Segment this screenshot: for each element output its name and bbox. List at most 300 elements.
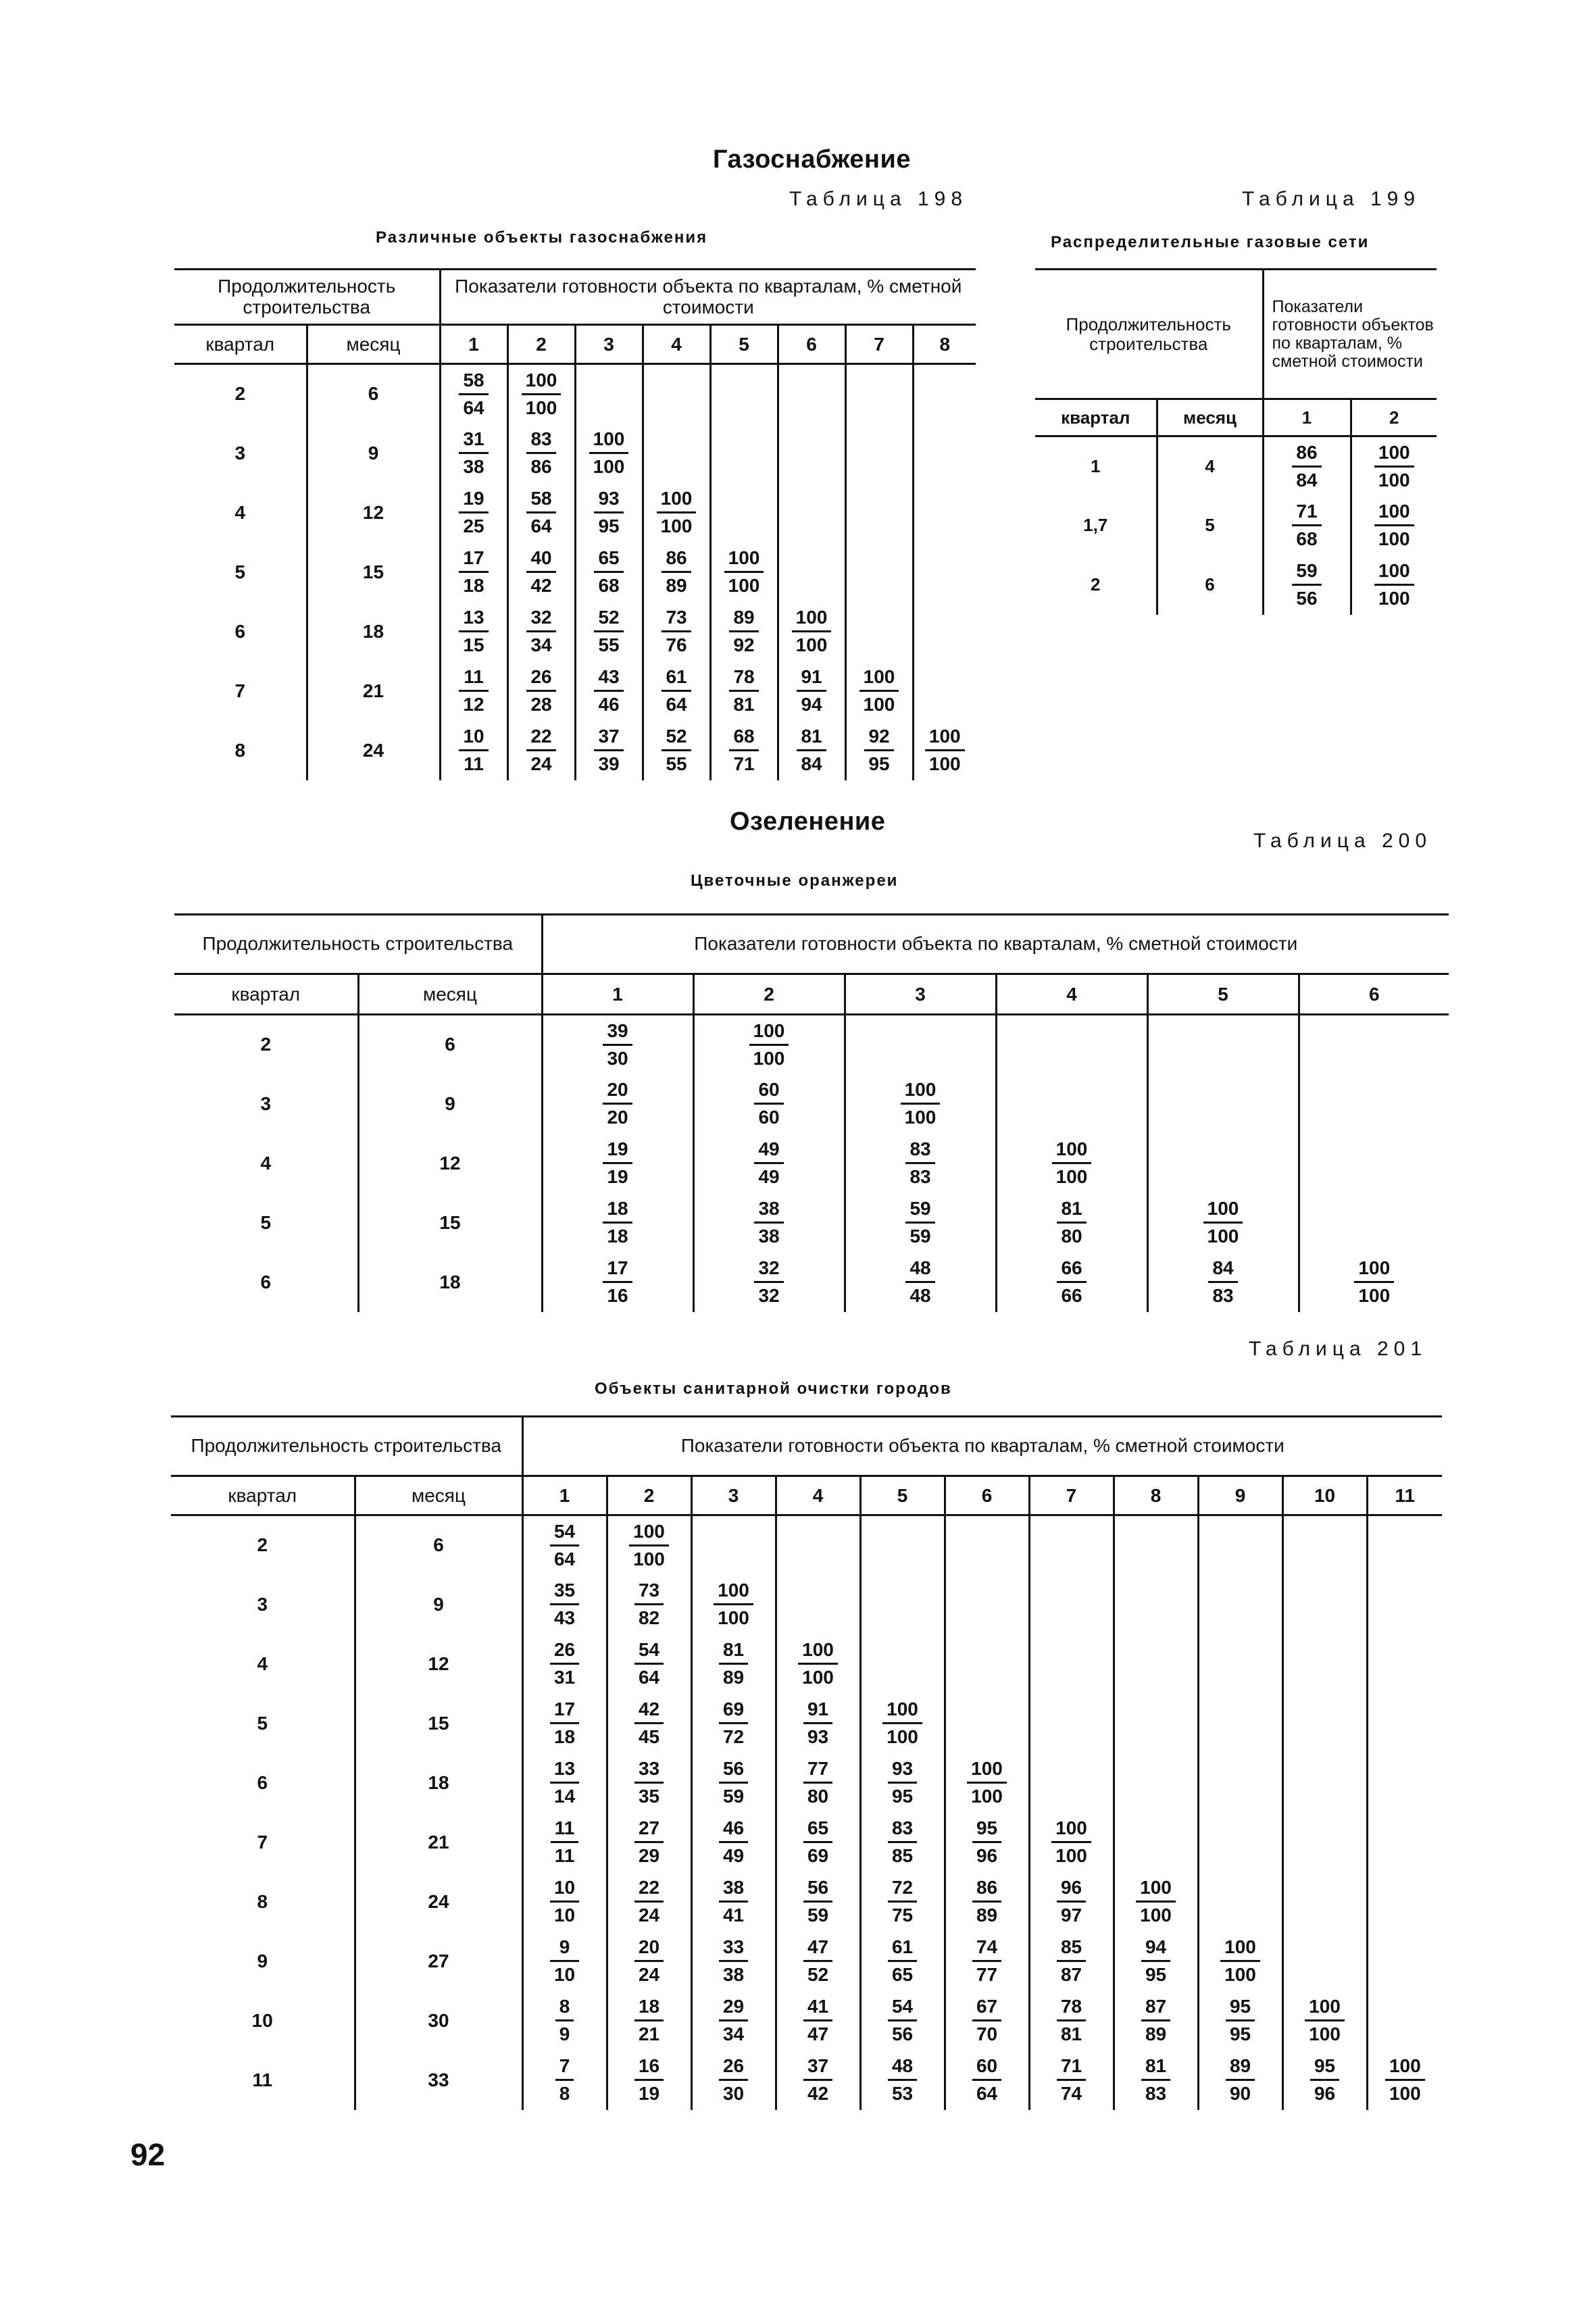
denominator: 80 (803, 1782, 832, 1808)
value-cell (845, 364, 913, 424)
denominator: 72 (719, 1722, 748, 1749)
value-cell (945, 1991, 1029, 2051)
table-row (1035, 436, 1437, 496)
numerator: 86 (666, 547, 687, 568)
quarter-cell: 4 (234, 501, 246, 523)
value-cell (1114, 1575, 1198, 1634)
fraction-value (526, 665, 555, 716)
value-cell (507, 483, 575, 543)
denominator: 34 (526, 630, 555, 657)
fraction-value (603, 1257, 632, 1307)
fraction-value (803, 1757, 832, 1808)
fraction-value (864, 725, 893, 776)
numerator: 29 (722, 1996, 745, 2017)
denominator: 16 (603, 1281, 632, 1307)
denominator: 95 (1141, 1960, 1170, 1986)
denominator: 64 (459, 393, 488, 420)
numerator: 100 (633, 1520, 665, 1542)
value-cell (913, 483, 976, 543)
fraction-value (1310, 2055, 1339, 2105)
numerator: 78 (1060, 1996, 1082, 2017)
value-cell (860, 1872, 945, 1932)
value-cell (1367, 1872, 1442, 1932)
table-row (171, 1753, 1442, 1813)
month-cell: 21 (307, 661, 440, 721)
denominator: 100 (798, 1663, 838, 1689)
numerator: 86 (1296, 441, 1318, 463)
denominator: 100 (1374, 524, 1414, 551)
denominator: 89 (1141, 2019, 1170, 2046)
value-cell (776, 1515, 860, 1575)
numerator: 100 (1389, 2055, 1421, 2076)
value-cell (607, 1991, 691, 2051)
fraction-value (594, 725, 623, 776)
quarter-cell: 8 (257, 1890, 268, 1912)
month-cell: 27 (355, 1932, 522, 1991)
denominator: 89 (719, 1663, 748, 1689)
numerator: 100 (1378, 501, 1410, 522)
denominator: 38 (459, 452, 488, 478)
denominator: 68 (1292, 524, 1321, 551)
fraction-value (1305, 1995, 1345, 2046)
denominator: 95 (864, 749, 893, 776)
value-cell (860, 1813, 945, 1872)
numerator: 71 (1296, 501, 1318, 522)
value-cell (776, 1575, 860, 1634)
value-cell (996, 1074, 1147, 1134)
denominator: 100 (1136, 1901, 1176, 1927)
value-cell (643, 483, 710, 543)
value-cell (860, 1515, 945, 1575)
numerator: 91 (807, 1699, 829, 1719)
table-199-caption: Распределительные газовые сети (1051, 233, 1370, 251)
denominator: 8 (555, 2079, 574, 2105)
denominator: 24 (634, 1901, 664, 1927)
denominator: 100 (1051, 1841, 1091, 1867)
numerator: 48 (909, 1257, 931, 1278)
quarter-cell: 1,7 (1083, 515, 1108, 535)
col-1: 1 (440, 325, 507, 364)
denominator: 21 (634, 2019, 664, 2046)
fraction-value (555, 1995, 574, 2046)
value-cell (440, 661, 507, 721)
denominator: 100 (1354, 1281, 1394, 1307)
fraction-value (594, 547, 623, 597)
value-cell (1147, 1134, 1299, 1193)
value-cell (860, 1753, 945, 1813)
value-cell (776, 1634, 860, 1694)
denominator: 60 (754, 1103, 783, 1129)
numerator: 43 (598, 666, 620, 687)
denominator: 100 (1052, 1162, 1092, 1188)
value-cell (845, 602, 913, 661)
denominator: 38 (719, 1960, 748, 1986)
value-cell (522, 1991, 607, 2051)
denominator: 80 (1057, 1222, 1086, 1248)
fraction-value (603, 1197, 632, 1248)
value-cell (507, 424, 575, 483)
numerator: 60 (976, 2055, 998, 2076)
value-cell (996, 1193, 1147, 1253)
fraction-value (550, 1579, 579, 1630)
value-cell (522, 1515, 607, 1575)
value-cell (776, 1753, 860, 1813)
denominator: 96 (1310, 2079, 1339, 2105)
table-row (171, 1813, 1442, 1872)
value-cell (1114, 1515, 1198, 1575)
denominator: 90 (1226, 2079, 1255, 2105)
fraction-value (719, 1995, 748, 2046)
fraction-value (526, 487, 555, 538)
denominator: 35 (634, 1782, 664, 1808)
value-cell (778, 602, 845, 661)
fraction-value (1226, 1995, 1255, 2046)
fraction-value (662, 547, 691, 597)
fraction-value (1057, 1995, 1086, 2046)
col-3: 3 (691, 1476, 776, 1515)
numerator: 60 (758, 1079, 780, 1100)
numerator: 100 (525, 369, 557, 391)
denominator: 47 (803, 2019, 832, 2046)
value-cell (776, 2051, 860, 2110)
col-5: 5 (860, 1476, 945, 1515)
header-quarter: квартал (171, 1476, 355, 1515)
table-201-label: Таблица 201 (1249, 1338, 1428, 1360)
table-row (174, 721, 976, 780)
numerator: 59 (909, 1198, 931, 1219)
fraction-value (594, 487, 623, 538)
value-cell (643, 661, 710, 721)
denominator: 100 (792, 630, 832, 657)
col-1: 1 (542, 974, 693, 1015)
fraction-value (803, 1698, 832, 1749)
header-quarter: квартал (174, 974, 358, 1015)
denominator: 87 (1057, 1960, 1086, 1986)
numerator: 54 (638, 1639, 660, 1660)
numerator: 100 (718, 1580, 749, 1601)
numerator: 100 (904, 1079, 937, 1100)
value-cell (710, 602, 778, 661)
header-indicators: Показатели готовности объекта по кварталам, % сметной стоимости (440, 270, 976, 325)
fraction-value (1220, 1936, 1260, 1986)
table-row (174, 1074, 1449, 1134)
denominator: 53 (888, 2079, 917, 2105)
month-cell: 9 (355, 1575, 522, 1634)
denominator: 76 (662, 630, 691, 657)
denominator: 83 (905, 1162, 934, 1188)
denominator: 28 (526, 690, 555, 716)
quarter-cell: 3 (234, 442, 246, 463)
denominator: 31 (550, 1663, 579, 1689)
value-cell (1029, 1634, 1114, 1694)
value-cell (945, 1634, 1029, 1694)
denominator: 18 (603, 1222, 632, 1248)
fraction-value (905, 1257, 934, 1307)
table-row (174, 1253, 1449, 1312)
numerator: 13 (463, 607, 484, 628)
fraction-value (888, 2055, 917, 2105)
col-10: 10 (1282, 1476, 1367, 1515)
denominator: 48 (905, 1281, 934, 1307)
quarter-cell: 4 (257, 1653, 268, 1674)
numerator: 22 (530, 726, 552, 747)
fraction-value (803, 1995, 832, 2046)
value-cell (860, 1932, 945, 1991)
denominator: 39 (594, 749, 623, 776)
month-cell: 6 (307, 364, 440, 424)
denominator: 75 (888, 1901, 917, 1927)
value-cell (1282, 1753, 1367, 1813)
value-cell (1351, 555, 1437, 615)
numerator: 100 (971, 1758, 1003, 1779)
denominator: 95 (1226, 2019, 1255, 2046)
quarter-cell: 3 (260, 1092, 272, 1114)
month-cell: 15 (355, 1694, 522, 1753)
numerator: 47 (807, 1936, 829, 1957)
denominator: 11 (459, 749, 488, 776)
value-cell (845, 1253, 996, 1312)
value-cell (693, 1193, 845, 1253)
fraction-value (754, 1197, 783, 1248)
denominator: 49 (719, 1841, 748, 1867)
value-cell (776, 1813, 860, 1872)
value-cell (691, 1634, 776, 1694)
table-200-caption: Цветочные оранжереи (691, 872, 899, 890)
denominator: 100 (967, 1782, 1007, 1808)
fraction-value (1057, 2055, 1086, 2105)
numerator: 11 (464, 666, 484, 687)
fraction-value (550, 1876, 579, 1927)
denominator: 86 (526, 452, 555, 478)
value-cell (1367, 1813, 1442, 1872)
value-cell (945, 1694, 1029, 1753)
denominator: 34 (719, 2019, 748, 2046)
value-cell (607, 1932, 691, 1991)
fraction-value (603, 1078, 632, 1129)
fraction-value (972, 1876, 1001, 1927)
fraction-value (859, 665, 899, 716)
fraction-value (1051, 1817, 1091, 1867)
month-cell: 18 (355, 1753, 522, 1813)
fraction-value (905, 1138, 934, 1188)
numerator: 10 (553, 1877, 576, 1898)
value-cell (1367, 1753, 1442, 1813)
numerator: 9 (559, 1936, 570, 1957)
value-cell (1198, 1694, 1282, 1753)
header-month: месяц (307, 325, 440, 364)
col-7: 7 (845, 325, 913, 364)
value-cell (860, 1694, 945, 1753)
denominator: 46 (594, 690, 623, 716)
denominator: 84 (1292, 466, 1321, 492)
numerator: 13 (553, 1758, 576, 1779)
quarter-cell: 8 (234, 739, 246, 761)
numerator: 100 (660, 488, 693, 509)
value-cell (522, 1932, 607, 1991)
fraction-value (888, 1817, 917, 1867)
month-cell: 15 (307, 543, 440, 602)
denominator: 100 (1374, 466, 1414, 492)
value-cell (1029, 1694, 1114, 1753)
fraction-value (1141, 1995, 1170, 2046)
quarter-cell: 6 (257, 1771, 268, 1793)
value-cell (945, 1872, 1029, 1932)
value-cell (778, 364, 845, 424)
denominator: 59 (905, 1222, 934, 1248)
quarter-cell: 7 (257, 1831, 268, 1853)
denominator: 18 (550, 1722, 579, 1749)
denominator: 100 (629, 1544, 669, 1571)
numerator: 93 (598, 488, 620, 509)
quarter-cell: 5 (260, 1211, 272, 1233)
value-cell (1282, 1575, 1367, 1634)
fraction-value (719, 1936, 748, 1986)
value-cell (607, 1575, 691, 1634)
numerator: 100 (1358, 1257, 1391, 1278)
col-5: 5 (710, 325, 778, 364)
numerator: 72 (891, 1877, 914, 1898)
col-2: 2 (693, 974, 845, 1015)
fraction-value (1385, 2055, 1425, 2105)
fraction-value (724, 547, 764, 597)
fraction-value (967, 1757, 1007, 1808)
numerator: 100 (1140, 1877, 1172, 1898)
numerator: 81 (801, 726, 822, 747)
quarter-cell: 10 (251, 2009, 273, 2031)
fraction-value (603, 1020, 632, 1070)
value-cell (913, 602, 976, 661)
fraction-value (594, 606, 623, 657)
denominator: 12 (459, 690, 488, 716)
denominator: 15 (459, 630, 488, 657)
numerator: 83 (891, 1817, 914, 1838)
header-duration: Продолжительность строительства (171, 1417, 522, 1476)
numerator: 27 (638, 1817, 660, 1838)
numerator: 100 (802, 1639, 834, 1660)
value-cell (1367, 1991, 1442, 2051)
denominator: 59 (803, 1901, 832, 1927)
fraction-value (754, 1138, 783, 1188)
table-row (174, 1134, 1449, 1193)
col-2: 2 (507, 325, 575, 364)
numerator: 61 (666, 666, 687, 687)
value-cell (776, 1932, 860, 1991)
denominator: 81 (729, 690, 758, 716)
fraction-value (719, 1698, 748, 1749)
denominator: 100 (1220, 1960, 1260, 1986)
value-cell (1198, 1991, 1282, 2051)
fraction-value (1057, 1197, 1086, 1248)
month-cell: 9 (307, 424, 440, 483)
numerator: 38 (722, 1877, 745, 1898)
value-cell (575, 483, 643, 543)
table-row (171, 1991, 1442, 2051)
quarter-cell: 6 (234, 620, 246, 642)
numerator: 69 (722, 1699, 745, 1719)
fraction-value (629, 1520, 669, 1571)
page-number: 92 (130, 2137, 166, 2172)
numerator: 94 (1145, 1936, 1167, 1957)
table-199 (1035, 268, 1437, 615)
table-row (1035, 496, 1437, 555)
value-cell (845, 1015, 996, 1074)
month-cell: 18 (307, 602, 440, 661)
fraction-value (634, 2055, 664, 2105)
value-cell (1282, 1634, 1367, 1694)
subheader-row (171, 1476, 1442, 1515)
fraction-value (459, 665, 488, 716)
denominator: 100 (1374, 584, 1414, 610)
value-cell (643, 424, 710, 483)
fraction-value (634, 1817, 664, 1867)
fraction-value (550, 1936, 579, 1986)
value-cell (607, 2051, 691, 2110)
value-cell (607, 1813, 691, 1872)
table-200 (174, 913, 1449, 1312)
value-cell (945, 1813, 1029, 1872)
denominator: 100 (859, 690, 899, 716)
value-cell (542, 1193, 693, 1253)
quarter-cell: 7 (234, 680, 246, 701)
fraction-value (798, 1638, 838, 1689)
numerator: 49 (758, 1138, 780, 1159)
quarter-cell: 5 (257, 1712, 268, 1734)
table-row (174, 1015, 1449, 1074)
value-cell (691, 1991, 776, 2051)
fraction-value (634, 1638, 664, 1689)
numerator: 89 (733, 607, 755, 628)
col-4: 4 (776, 1476, 860, 1515)
table-row (174, 424, 976, 483)
month-cell: 9 (358, 1074, 542, 1134)
value-cell (1029, 1813, 1114, 1872)
value-cell (522, 2051, 607, 2110)
denominator: 71 (729, 749, 758, 776)
fraction-value (797, 725, 826, 776)
denominator: 52 (803, 1960, 832, 1986)
fraction-value (719, 1876, 748, 1927)
value-cell (522, 1634, 607, 1694)
numerator: 10 (463, 726, 484, 747)
subheader-row (174, 325, 976, 364)
quarter-cell: 2 (234, 383, 246, 405)
value-cell (1029, 1991, 1114, 2051)
value-cell (607, 1694, 691, 1753)
value-cell (778, 721, 845, 780)
fraction-value (729, 606, 758, 657)
value-cell (1299, 1253, 1449, 1312)
value-cell (845, 721, 913, 780)
month-cell: 4 (1157, 436, 1263, 496)
numerator: 31 (463, 428, 484, 449)
value-cell (522, 1575, 607, 1634)
numerator: 48 (891, 2055, 914, 2076)
fraction-value (550, 1757, 579, 1808)
value-cell (1282, 1932, 1367, 1991)
value-cell (542, 1015, 693, 1074)
denominator: 65 (888, 1960, 917, 1986)
denominator: 24 (634, 1960, 664, 1986)
denominator: 83 (1141, 2079, 1170, 2105)
value-cell (778, 483, 845, 543)
numerator: 65 (598, 547, 620, 568)
value-cell (1299, 1074, 1449, 1134)
col-6: 6 (945, 1476, 1029, 1515)
denominator: 59 (719, 1782, 748, 1808)
numerator: 33 (638, 1758, 660, 1779)
header-month: месяц (355, 1476, 522, 1515)
fraction-value (803, 1936, 832, 1986)
